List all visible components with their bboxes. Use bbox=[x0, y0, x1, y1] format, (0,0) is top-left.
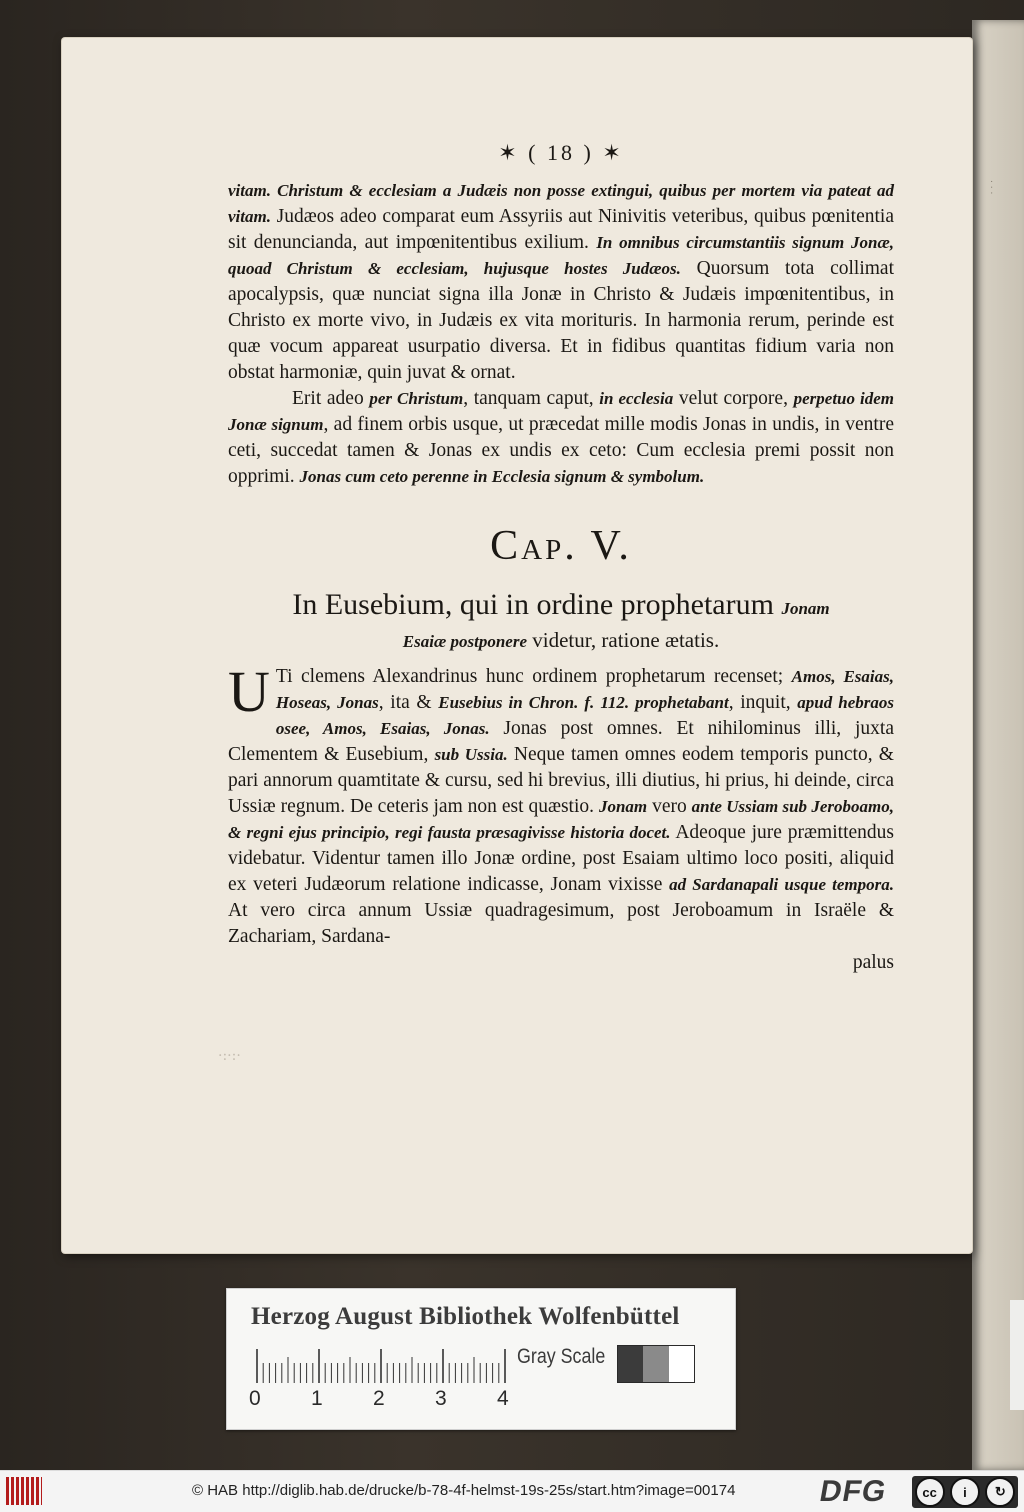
italic-run: in ecclesia bbox=[599, 389, 674, 408]
italic-run: ante Ussiam sub Jeroboamo, & regni ejus principio, regi fausta præsagivisse historia docet. bbox=[228, 797, 894, 842]
italic-run: Jonas cum ceto perenne in Ecclesia signum & symbolum. bbox=[299, 467, 705, 486]
text-run: , inquit, bbox=[728, 692, 798, 713]
catchword: palus bbox=[852, 952, 894, 973]
italic-run: apud hebraos osee, Amos, Esaias, Jonas. bbox=[275, 693, 894, 738]
bleed-through-mark: ·:·:· bbox=[218, 1048, 241, 1064]
ruler-ticks bbox=[257, 1349, 505, 1383]
ruler-number: 4 bbox=[497, 1387, 509, 1410]
italic-run: Jonam bbox=[598, 797, 648, 816]
page-text bbox=[228, 140, 894, 976]
italic-run: Eusebius in Chron. f. 112. prophetabant bbox=[438, 693, 729, 712]
page-number: ✶ ( 18 ) ✶ bbox=[498, 140, 624, 165]
text-run: In Eusebium, qui in ordine prophetarum bbox=[292, 588, 782, 621]
copyright-url[interactable]: © HAB http://diglib.hab.de/drucke/b-78-4f-helmst-19s-25s/start.htm?image=00174 bbox=[192, 1482, 736, 1499]
text-run: videtur, ratione ætatis. bbox=[527, 628, 720, 652]
paragraph-1 bbox=[228, 178, 894, 386]
paragraph-2 bbox=[228, 386, 894, 490]
text-run: Neque tamen omnes eodem temporis puncto, & pari annorum quamtitate & cursu, sed hi brevius, illi diutius, hi prius, hi deinde, circa Ussiæ regnum. De ceteris jam non est quæstio. bbox=[228, 744, 894, 817]
ruler-number: 3 bbox=[435, 1387, 447, 1410]
italic-run: vitam. bbox=[228, 181, 271, 200]
dfg-logo: DFG bbox=[817, 1475, 890, 1508]
italic-run: In omnibus circumstantiis signum Jonæ, quoad Christum & ecclesiam, hujusque hostes Judæos. bbox=[228, 233, 894, 278]
text-run: Judæos adeo comparat eum Assyriis aut Ninivitis veteribus, quibus pœnitentia sit denuncianda, aut impœnitentibus exilium. bbox=[228, 206, 894, 253]
cc-license-badge[interactable] bbox=[912, 1476, 1018, 1508]
italic-run: perpetuo idem Jonæ signum bbox=[228, 389, 895, 434]
text-run: velut corpore, bbox=[673, 388, 794, 409]
text-run: Quorsum tota collimat apocalypsis, quæ nunciat signa illa Jonæ in Christo & Judæis impœnitentibus, in Christo ex morte vivo, in Judæis ex vita morituris. In harmonia rerum, perinde est quæ vocum appareat usurpatio diversa. Et in fidibus quantitas fidium varia non obstat harmoniæ, quin juvat & ornat. bbox=[228, 258, 894, 383]
gray-swatch-mid bbox=[643, 1346, 668, 1382]
gray-scale-label: Gray Scale bbox=[517, 1345, 606, 1368]
ruler-numbers bbox=[249, 1387, 509, 1411]
gray-swatch-dark bbox=[618, 1346, 643, 1382]
drop-cap: U bbox=[228, 659, 270, 724]
gray-scale-bar bbox=[617, 1345, 695, 1383]
text-run: vero bbox=[647, 796, 692, 817]
side-card-edge bbox=[1010, 1300, 1024, 1410]
ruler-number: 2 bbox=[373, 1387, 385, 1410]
chapter-heading: Cap. V. bbox=[490, 523, 632, 569]
text-run: Jonas post omnes. Et nihilominus illi, juxta Clementem & Eusebium, bbox=[228, 718, 894, 765]
hab-logo-icon bbox=[6, 1477, 42, 1505]
italic-run: Esaiæ postponere bbox=[402, 632, 527, 651]
scale-card bbox=[226, 1288, 736, 1430]
text-run: , tanquam caput, bbox=[463, 388, 600, 409]
library-name: Herzog August Bibliothek Wolfenbüttel bbox=[251, 1303, 680, 1330]
by-attribution-icon: i bbox=[950, 1477, 980, 1507]
paragraph-3 bbox=[228, 659, 894, 950]
chapter-title-line-1 bbox=[228, 588, 894, 626]
paragraph-3-body bbox=[228, 659, 894, 947]
text-run: , ita & bbox=[378, 692, 439, 713]
facing-page-bleed: . . . bbox=[988, 180, 998, 195]
viewer-footer bbox=[0, 1470, 1024, 1512]
text-run: Ti clemens Alexandrinus hunc ordinem prophetarum recenset; bbox=[275, 666, 792, 687]
cc-icon: cc bbox=[915, 1477, 945, 1507]
text-run: At vero circa annum Ussiæ quadragesimum, post Jeroboamum in Israële & Zachariam, Sardana- bbox=[228, 900, 894, 947]
italic-run: Christum & ecclesiam a Judæis non posse extingui, quibus per mortem via pateat ad vitam. bbox=[228, 181, 894, 226]
text-run: Erit adeo bbox=[292, 388, 370, 409]
share-alike-icon: ↻ bbox=[985, 1477, 1015, 1507]
facing-page-edge bbox=[972, 20, 1024, 1470]
ruler-scale bbox=[255, 1349, 517, 1383]
ruler-number: 0 bbox=[249, 1387, 261, 1410]
text-run: Adeoque jure præmittendus videbatur. Videntur tamen illo Jonæ ordine, post Esaiam ultimo loco positi, aliquid ex veteri Judæorum relatione indicasse, Jonam vixisse bbox=[228, 822, 894, 895]
chapter-title-line-2 bbox=[228, 626, 894, 656]
italic-run: sub Ussia. bbox=[434, 745, 508, 764]
gray-swatch-light bbox=[669, 1346, 694, 1382]
italic-run: ad Sardanapali usque tempora. bbox=[669, 875, 894, 894]
text-run: , ad finem orbis usque, ut præcedat mille modis Jonas in undis, in ventre ceti, succedat tamen & Jonas ex undis ex ceto: Cum ecclesia premi possit non opprimi. bbox=[228, 414, 894, 487]
italic-run: Jonam bbox=[781, 599, 830, 618]
italic-run: per Christum bbox=[369, 389, 464, 408]
italic-run: Amos, Esaias, Hoseas, Jonas bbox=[275, 667, 894, 712]
ruler-number: 1 bbox=[311, 1387, 323, 1410]
